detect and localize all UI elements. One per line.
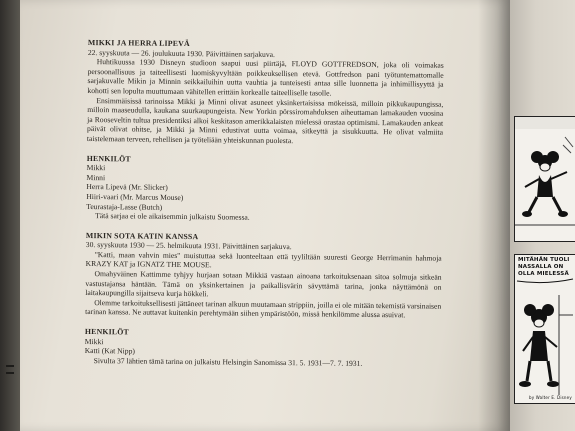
section-title-mikin-sota-katin-kanssa: MIKIN SOTA KATIN KANSSA: [85, 230, 199, 241]
paragraph: Omahyväinen Kattimme tyhjyy hurjaan sotaan Mikkiä vastaan ainoana tarkoituksenaan sitoa solmuja sitkeän vastustajansa häntään. Tämä on yksinkertainen ja paikallisvärin sävyttämä tarina, jonka näyttämönä on laitakaupungilla sijaitseva kurja hökkeli.: [85, 269, 442, 299]
paragraph: "Katti, maan vahvin mies" muistuttaa sekä luonteeltaan että tyyliltään suuresti George Herrimanin hahmoja KRAZY KAT ja IGNATZ THE MOUSE.: [85, 249, 442, 270]
speech-caption-line-1: MITÄHÄN TUOLI: [518, 257, 570, 263]
character-name: Teurastaja-Lasse (Butch): [86, 201, 163, 212]
speech-caption-line-2: NASSALLA ON: [518, 264, 564, 270]
character-name: Hiiri-vaari (Mr. Marcus Mouse): [86, 191, 184, 202]
book-gutter: [478, 0, 510, 431]
character-name: Mikki: [84, 336, 104, 346]
section-title-henkilot: HENKILÖT: [84, 327, 130, 337]
section-dates: 30. syyskuuta 1930 — 25. helmikuuta 1931. Päivittäinen sarjakuva.: [85, 240, 292, 252]
paragraph: Olemme tarkoituksellisesti jättäneet tarinan alkuun muutamaan strippiin, joilla ei ole mitään tekemistä varsinaisen tarinan kanssa. Ne auttavat kuitenkin perehtymään siihen ympäristöön, missä henkilömme alussa asuivat.: [85, 297, 442, 320]
paragraph: Huhtikuussa 1930 Disneyn studioon saapui uusi piirtäjä, FLOYD GOTTFREDSON, joka oli voimakas persoonallisuus ja taiteellisesti luomiskyvyltään poikkeuksellisen etevä. Gottfredson pani työtuntemattomalle sarjakuvalle Mikin ja Minnin seikkailuihin uutta vauhtia ja tunteisesti antaa sille luonnetta ja inhimillisyyttä ja kohotti sen lopulta muuttumaan vähitellen erittäin korkealle taiteelliselle tasolle.: [87, 57, 444, 98]
left-page-edge: [0, 0, 20, 431]
character-name: Mikki: [86, 163, 106, 173]
section-title-mikki-ja-herra-lipeva: MIKKI JA HERRA LIPEVÄ: [87, 38, 190, 49]
publication-note: Sivulta 37 lähtien tämä tarina on julkaistu Helsingin Sanomissa 31. 5. 1931—7. 7. 1931.: [93, 355, 363, 368]
section-dates: 22. syyskuuta — 26. joulukuuta 1930. Päivittäinen sarjakuva.: [87, 47, 275, 59]
character-name: Minni: [86, 172, 106, 182]
facing-page: [510, 0, 575, 431]
article-text: [85, 38, 444, 369]
character-name: Herra Lipevä (Mr. Slicker): [86, 182, 168, 193]
comic-panel-1: [514, 116, 575, 242]
character-name: Katti (Kat Nipp): [84, 346, 135, 356]
publication-note: Tätä sarjaa ei ole aikaisemmin julkaistu Suomessa.: [95, 211, 250, 222]
comic-panel-2: [514, 254, 575, 404]
speech-caption-line-3: OLLA MIELESSÄ: [518, 271, 569, 277]
comic-signature: by Walter E. Disney: [529, 395, 572, 400]
mickey-running-drawing: [515, 117, 575, 241]
mickey-standing-drawing: [515, 255, 575, 403]
paragraph: Ensimmäisissä tarinoissa Mikki ja Minni olivat asuneet yksinkertaisissa mökeissä, milloin pikkukaupungissa, milloin maaseudulla, kaukana suurkaupungeista. New Yorkin pörssiromahduksen aiheuttaman lamakauden vuosina ja Rooseveltin tultua presidentiksi alkoi keskitason amerikkalaisten mielessä orastaa optimismi. Lamakauden ankeat päivät olivat ohitse, ja Mikki ja Minni edustivat uutta voimaa, sitkeyttä ja sisukkuutta. He olivat valmiita taistelemaan terveen, rehellisen ja työteliään yhteiskunnan puolesta.: [86, 95, 444, 146]
section-title-henkilot: HENKILÖT: [86, 153, 131, 163]
